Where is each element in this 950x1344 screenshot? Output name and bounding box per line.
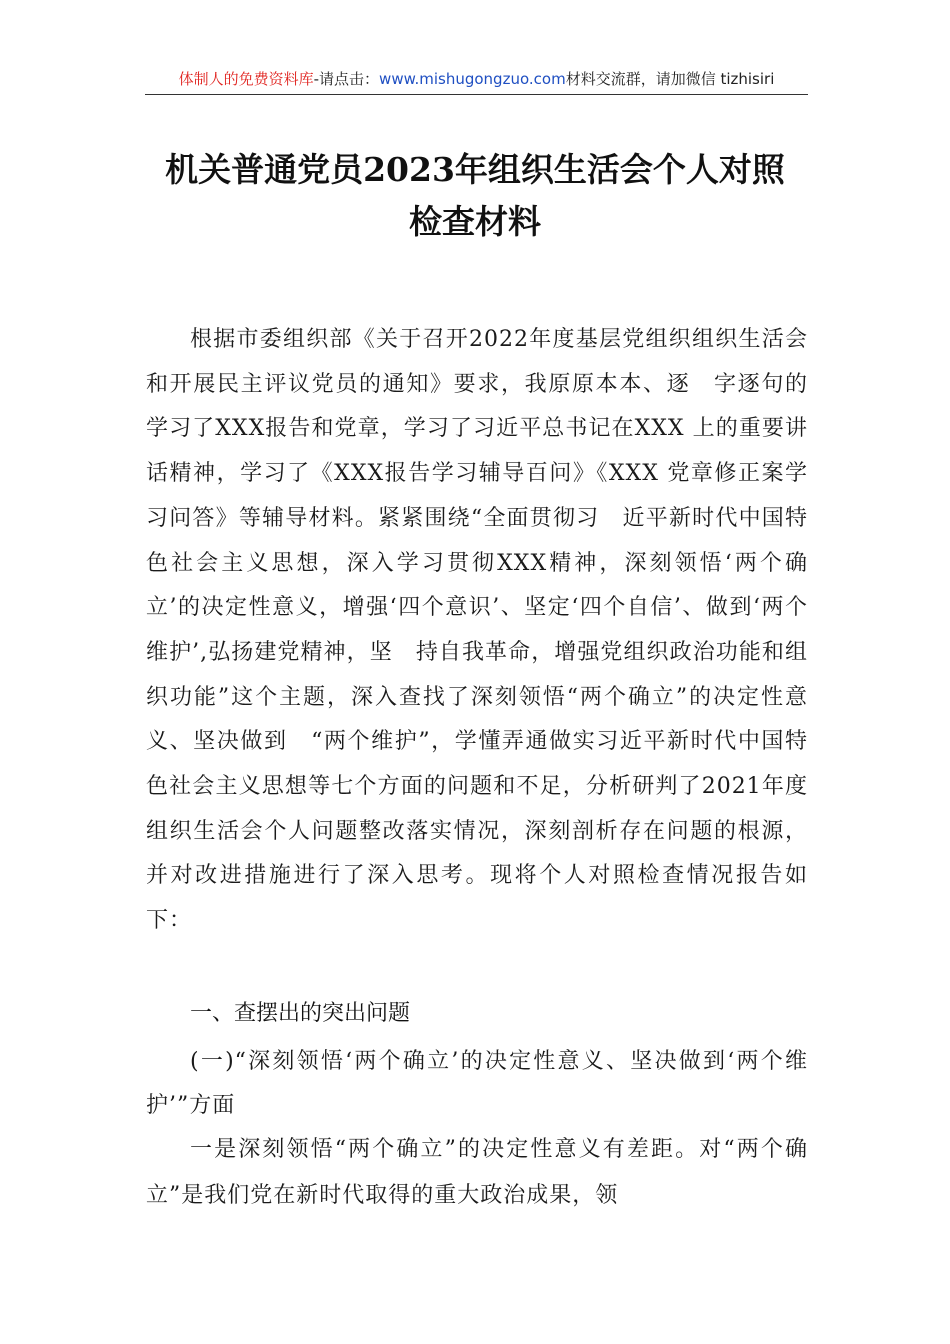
title-line-1: 机关普通党员2023年组织生活会个人对照 xyxy=(165,150,785,189)
header-url-link[interactable]: www.mishugongzuo.com xyxy=(379,70,566,88)
subsection-heading-text: (一)“深刻领悟‘两个确立’的决定性意义、坚决做到‘两个维护’”方面 xyxy=(146,1049,808,1118)
header-prompt: -请点击： xyxy=(313,70,380,88)
title-line-2: 检查材料 xyxy=(409,202,541,241)
intro-section xyxy=(146,318,808,944)
point-1-paragraph: 一是深刻领悟“两个确立”的决定性意义有差距。对“两个确立”是我们党在新时代取得的重大政治成果，领 xyxy=(146,1137,808,1208)
subsection-heading-1 xyxy=(146,1040,808,1128)
intro-paragraph: 根据市委组织部《关于召开2022年度基层党组织组织生活会和开展民主评议党员的通知》要求，我原原本本、逐 字逐句的学习了XXX报告和党章，学习了习近平总书记在XXX 上的重要讲话精神，学习了《XXX报告学习辅导百问》《XXX 党章修正案学习问答》等辅导材料。紧紧围绕“全面贯彻习 近平新时代中国特色社会主义思想，深入学习贯彻XXX精神，深刻领悟‘两个确立’的决定性意义，增强‘四个意识’、坚定‘四个自信’、做到‘两个维护’,弘扬建党精神，坚 持自我革命，增强党组织政治功能和组织功能”这个主题，深入查找了深刻领悟“两个确立”的决定性意义、坚决做到 “两个维护”，学懂弄通做实习近平新时代中国特色社会主义思想等七个方面的问题和不足，分析研判了2021年度组织生活会个人问题整改落实情况，深刻剖析存在问题的根源，并对改进措施进行了深入思考。现将个人对照检查情况报告如下： xyxy=(146,327,808,934)
document-title xyxy=(100,144,850,248)
page-header xyxy=(145,66,808,95)
header-note: 材料交流群，请加微信 tizhisiri xyxy=(565,70,775,88)
point-1-section xyxy=(146,1127,808,1219)
header-site-name: 体制人的免费资料库 xyxy=(178,70,314,88)
section-heading-1: 一、查摆出的突出问题 xyxy=(190,1001,411,1026)
